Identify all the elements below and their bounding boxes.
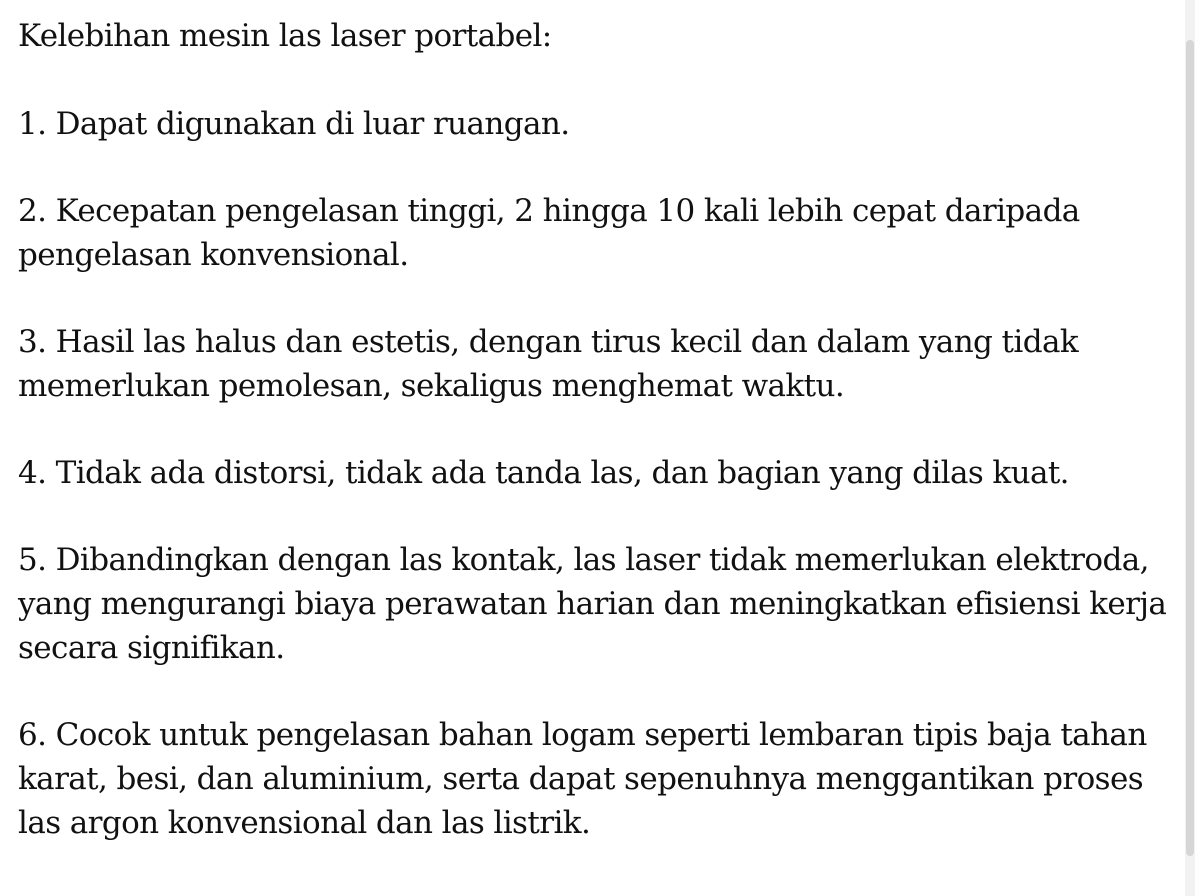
document-title: Kelebihan mesin las laser portabel: <box>18 18 552 54</box>
list-item-2: 2. Kecepatan pengelasan tinggi, 2 hingga 10 kali lebih cepat daripada pengelasan konvensional. <box>18 193 1080 273</box>
scrollbar-thumb[interactable] <box>1186 40 1194 856</box>
list-item-3: 3. Hasil las halus dan estetis, dengan tirus kecil dan dalam yang tidak memerlukan pemolesan, sekaligus menghemat waktu. <box>18 324 1079 404</box>
list-item-1: 1. Dapat digunakan di luar ruangan. <box>18 106 570 142</box>
document-body <box>18 14 1168 845</box>
list-item-4: 4. Tidak ada distorsi, tidak ada tanda las, dan bagian yang dilas kuat. <box>18 455 1069 491</box>
vertical-scrollbar[interactable] <box>1185 0 1195 896</box>
list-item-5: 5. Dibandingkan dengan las kontak, las laser tidak memerlukan elektroda, yang mengurangi biaya perawatan harian dan meningkatkan efisiensi kerja secara signifikan. <box>18 542 1167 666</box>
list-item-6: 6. Cocok untuk pengelasan bahan logam seperti lembaran tipis baja tahan karat, besi, dan aluminium, serta dapat sepenuhnya menggantikan proses las argon konvensional dan las listrik. <box>18 717 1147 841</box>
